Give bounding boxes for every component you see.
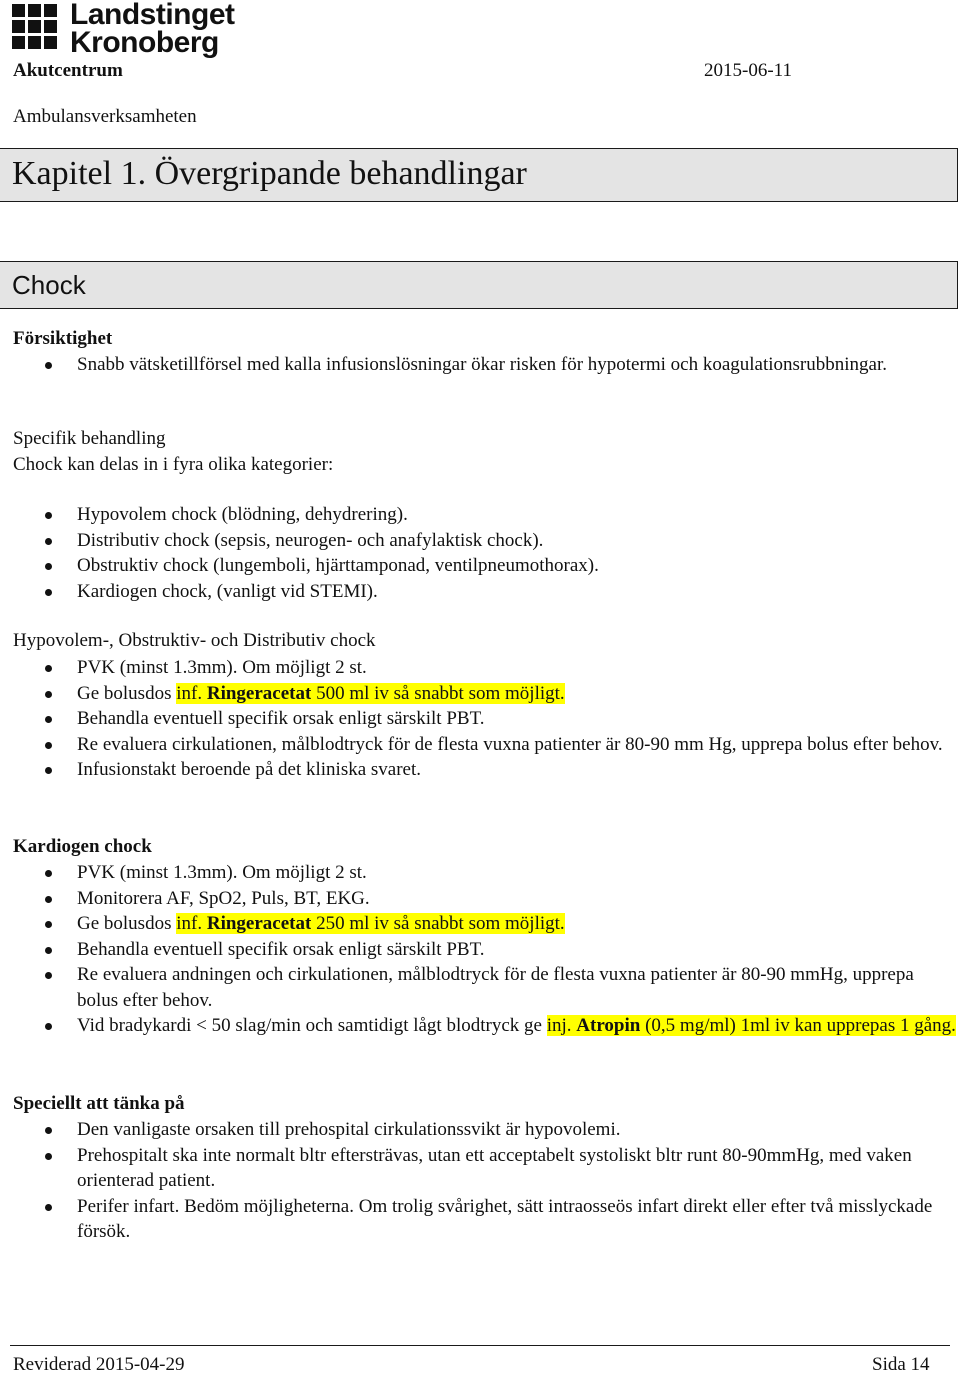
bullet-icon: [45, 1023, 52, 1030]
specifik-intro: Chock kan delas in i fyra olika kategorier:: [13, 454, 334, 475]
bullet-icon: [45, 716, 52, 723]
section-title: Chock: [12, 270, 86, 300]
list-item: PVK (minst 1.3mm). Om möjligt 2 st.: [0, 655, 957, 681]
bullet-icon: [45, 1204, 52, 1211]
list-item: Obstruktiv chock (lungemboli, hjärttamponad, ventilpneumothorax).: [0, 553, 957, 579]
list-item: Behandla eventuell specifik orsak enligt särskilt PBT.: [0, 706, 957, 732]
drug-name: Ringeracetat: [206, 913, 312, 934]
highlight: inj.: [546, 1015, 577, 1036]
list-item: Perifer infart. Bedöm möjligheterna. Om trolig svårighet, sätt intraosseös infart direkt eller efter två misslyckade försök.: [0, 1194, 957, 1245]
footer-divider: [10, 1345, 950, 1346]
bullet-icon: [45, 362, 52, 369]
bullet-icon: [45, 896, 52, 903]
chapter-title: Kapitel 1. Övergripande behandlingar: [12, 155, 527, 192]
forsiktighet-list: [0, 352, 957, 378]
kardiogen-list: [0, 860, 957, 1039]
bullet-icon: [45, 947, 52, 954]
drug-name: Ringeracetat: [206, 682, 312, 704]
section-title-band: [0, 261, 958, 309]
chapter-title-band: [0, 148, 958, 202]
logo-line1: Landstinget: [70, 0, 235, 31]
list-item: PVK (minst 1.3mm). Om möjligt 2 st.: [0, 860, 957, 886]
highlight: 250 ml iv så snabbt som möjligt.: [311, 913, 565, 934]
list-item: Distributiv chock (sepsis, neurogen- och anafylaktisk chock).: [0, 528, 957, 554]
list-item: Ge bolusdos inf. Ringeracetat 250 ml iv så snabbt som möjligt.: [0, 911, 957, 937]
list-item: Vid bradykardi < 50 slag/min och samtidigt lågt blodtryck ge inj. Atropin (0,5 mg/ml) 1ml iv kan upprepas 1 gång.: [0, 1013, 957, 1039]
revision-date: Reviderad 2015-04-29: [13, 1354, 185, 1375]
highlight: (0,5 mg/ml) 1ml iv kan upprepas 1 gång.: [640, 1015, 956, 1036]
list-item: Snabb vätsketillförsel med kalla infusionslösningar ökar risken för hypotermi och koagulationsrubbningar.: [0, 352, 957, 378]
bullet-icon: [45, 563, 52, 570]
hypovolem-heading: Hypovolem-, Obstruktiv- och Distributiv chock: [13, 630, 376, 651]
bullet-icon: [45, 512, 52, 519]
highlight: inf.: [176, 913, 207, 934]
specifik-heading: Specifik behandling: [13, 428, 166, 449]
subunit-name: Ambulansverksamheten: [13, 106, 197, 127]
bullet-icon: [45, 589, 52, 596]
bullet-icon: [45, 870, 52, 877]
list-item: Behandla eventuell specifik orsak enligt särskilt PBT.: [0, 937, 957, 963]
specifik-list: [0, 502, 957, 604]
document-date: 2015-06-11: [704, 60, 792, 81]
bullet-icon: [45, 742, 52, 749]
bullet-icon: [45, 1127, 52, 1134]
list-item: Monitorera AF, SpO2, Puls, BT, EKG.: [0, 886, 957, 912]
page-number: Sida 14: [872, 1354, 930, 1375]
list-item: Den vanligaste orsaken till prehospital cirkulationssvikt är hypovolemi.: [0, 1117, 957, 1143]
drug-name: Atropin: [576, 1015, 641, 1036]
highlight: inf.: [176, 682, 207, 704]
bullet-icon: [45, 767, 52, 774]
bullet-icon: [45, 921, 52, 928]
list-item: Re evaluera cirkulationen, målblodtryck för de flesta vuxna patienter är 80-90 mm Hg, upprepa bolus efter behov.: [0, 732, 957, 758]
bullet-icon: [45, 1153, 52, 1160]
list-item: Hypovolem chock (blödning, dehydrering).: [0, 502, 957, 528]
list-item: Ge bolusdos inf. Ringeracetat 500 ml iv så snabbt som möjligt.: [0, 681, 957, 707]
highlight: 500 ml iv så snabbt som möjligt.: [311, 682, 565, 704]
bullet-icon: [45, 665, 52, 672]
unit-name: Akutcentrum: [13, 60, 123, 81]
logo-line2: Kronoberg: [70, 26, 219, 59]
list-item: Re evaluera andningen och cirkulationen, målblodtryck för de flesta vuxna patienter är 80-90 mmHg, upprepa bolus efter behov.: [0, 962, 957, 1013]
list-item: Infusionstakt beroende på det kliniska svaret.: [0, 757, 957, 783]
bullet-icon: [45, 972, 52, 979]
forsiktighet-heading: Försiktighet: [13, 328, 113, 349]
speciellt-list: [0, 1117, 957, 1245]
bullet-icon: [45, 538, 52, 545]
list-item: Kardiogen chock, (vanligt vid STEMI).: [0, 579, 957, 605]
hypovolem-list: [0, 655, 957, 783]
kardiogen-heading: Kardiogen chock: [13, 836, 152, 857]
logo: [12, 2, 252, 60]
bullet-icon: [45, 691, 52, 698]
speciellt-heading: Speciellt att tänka på: [13, 1093, 185, 1114]
logo-mark: [12, 4, 60, 50]
list-item: Prehospitalt ska inte normalt bltr eftersträvas, utan ett acceptabelt systoliskt bltr runt 80-90mmHg, med vaken orienterad patient.: [0, 1143, 957, 1194]
